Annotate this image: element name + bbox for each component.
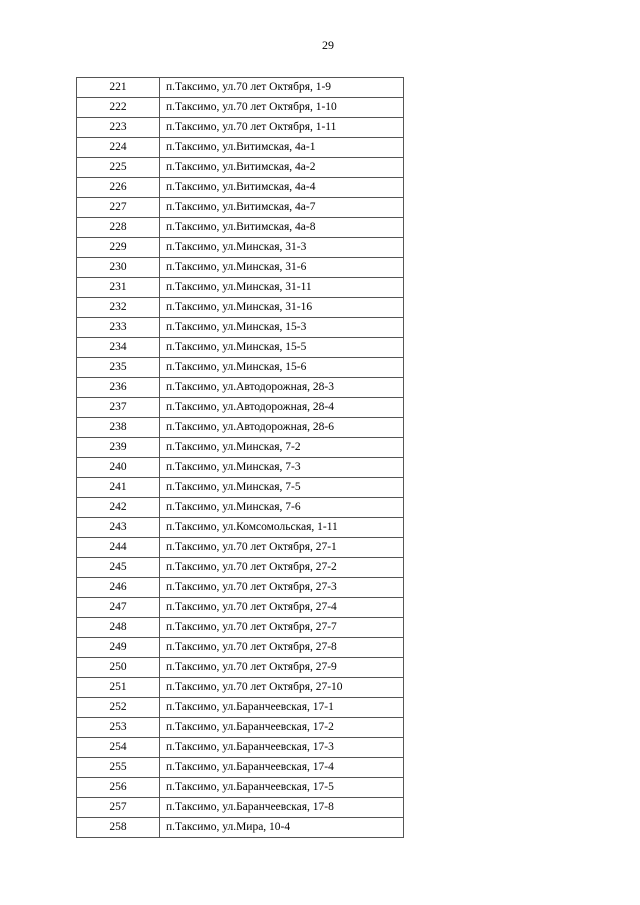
address-cell: п.Таксимо, ул.Витимская, 4а-2	[160, 158, 404, 178]
address-cell: п.Таксимо, ул.Минская, 31-16	[160, 298, 404, 318]
row-number-cell: 250	[77, 658, 160, 678]
address-cell: п.Таксимо, ул.70 лет Октября, 1-9	[160, 78, 404, 98]
table-row	[77, 778, 404, 798]
address-cell: п.Таксимо, ул.Витимская, 4а-8	[160, 218, 404, 238]
address-cell: п.Таксимо, ул.Минская, 15-5	[160, 338, 404, 358]
row-number-cell: 236	[77, 378, 160, 398]
row-number-cell: 251	[77, 678, 160, 698]
address-cell: п.Таксимо, ул.70 лет Октября, 1-11	[160, 118, 404, 138]
table-row	[77, 358, 404, 378]
table-row	[77, 758, 404, 778]
table-row	[77, 478, 404, 498]
page-number: 29	[322, 38, 334, 52]
table-row	[77, 178, 404, 198]
row-number-cell: 237	[77, 398, 160, 418]
address-cell: п.Таксимо, ул.Витимская, 4а-7	[160, 198, 404, 218]
row-number-cell: 246	[77, 578, 160, 598]
table-row	[77, 98, 404, 118]
address-cell: п.Таксимо, ул.Минская, 7-6	[160, 498, 404, 518]
address-cell: п.Таксимо, ул.Баранчеевская, 17-3	[160, 738, 404, 758]
table-row	[77, 578, 404, 598]
row-number-cell: 253	[77, 718, 160, 738]
address-cell: п.Таксимо, ул.70 лет Октября, 27-1	[160, 538, 404, 558]
table-row	[77, 458, 404, 478]
row-number-cell: 223	[77, 118, 160, 138]
table-row	[77, 258, 404, 278]
table-row	[77, 118, 404, 138]
row-number-cell: 225	[77, 158, 160, 178]
address-cell: п.Таксимо, ул.Баранчеевская, 17-5	[160, 778, 404, 798]
row-number-cell: 256	[77, 778, 160, 798]
row-number-cell: 243	[77, 518, 160, 538]
table-row	[77, 538, 404, 558]
address-cell: п.Таксимо, ул.70 лет Октября, 27-3	[160, 578, 404, 598]
row-number-cell: 234	[77, 338, 160, 358]
row-number-cell: 224	[77, 138, 160, 158]
row-number-cell: 240	[77, 458, 160, 478]
row-number-cell: 226	[77, 178, 160, 198]
table-row	[77, 298, 404, 318]
table-row	[77, 678, 404, 698]
table-row	[77, 738, 404, 758]
row-number-cell: 239	[77, 438, 160, 458]
address-cell: п.Таксимо, ул.Автодорожная, 28-4	[160, 398, 404, 418]
address-cell: п.Таксимо, ул.Минская, 7-3	[160, 458, 404, 478]
address-cell: п.Таксимо, ул.Баранчеевская, 17-8	[160, 798, 404, 818]
row-number-cell: 257	[77, 798, 160, 818]
address-cell: п.Таксимо, ул.70 лет Октября, 27-8	[160, 638, 404, 658]
table-row	[77, 418, 404, 438]
row-number-cell: 248	[77, 618, 160, 638]
row-number-cell: 231	[77, 278, 160, 298]
row-number-cell: 241	[77, 478, 160, 498]
address-cell: п.Таксимо, ул.Мира, 10-4	[160, 818, 404, 838]
row-number-cell: 229	[77, 238, 160, 258]
table-row	[77, 438, 404, 458]
table-row	[77, 498, 404, 518]
row-number-cell: 228	[77, 218, 160, 238]
table-row	[77, 638, 404, 658]
address-table	[76, 77, 404, 838]
table-row	[77, 718, 404, 738]
table-row	[77, 158, 404, 178]
table-row	[77, 218, 404, 238]
row-number-cell: 252	[77, 698, 160, 718]
table-row	[77, 198, 404, 218]
address-cell: п.Таксимо, ул.Автодорожная, 28-6	[160, 418, 404, 438]
table-row	[77, 318, 404, 338]
row-number-cell: 233	[77, 318, 160, 338]
table-row	[77, 698, 404, 718]
address-cell: п.Таксимо, ул.Минская, 15-3	[160, 318, 404, 338]
table-row	[77, 378, 404, 398]
row-number-cell: 247	[77, 598, 160, 618]
table-row	[77, 558, 404, 578]
address-table-body	[77, 78, 404, 838]
address-cell: п.Таксимо, ул.Минская, 15-6	[160, 358, 404, 378]
row-number-cell: 227	[77, 198, 160, 218]
address-cell: п.Таксимо, ул.Минская, 31-3	[160, 238, 404, 258]
table-row	[77, 238, 404, 258]
table-row	[77, 338, 404, 358]
table-row	[77, 278, 404, 298]
address-cell: п.Таксимо, ул.Минская, 7-5	[160, 478, 404, 498]
address-cell: п.Таксимо, ул.Баранчеевская, 17-2	[160, 718, 404, 738]
row-number-cell: 249	[77, 638, 160, 658]
row-number-cell: 245	[77, 558, 160, 578]
address-cell: п.Таксимо, ул.Витимская, 4а-4	[160, 178, 404, 198]
address-cell: п.Таксимо, ул.Минская, 31-6	[160, 258, 404, 278]
address-cell: п.Таксимо, ул.70 лет Октября, 27-9	[160, 658, 404, 678]
address-cell: п.Таксимо, ул.70 лет Октября, 1-10	[160, 98, 404, 118]
address-cell: п.Таксимо, ул.70 лет Октября, 27-7	[160, 618, 404, 638]
row-number-cell: 235	[77, 358, 160, 378]
table-row	[77, 818, 404, 838]
row-number-cell: 254	[77, 738, 160, 758]
address-cell: п.Таксимо, ул.Баранчеевская, 17-1	[160, 698, 404, 718]
row-number-cell: 238	[77, 418, 160, 438]
row-number-cell: 242	[77, 498, 160, 518]
address-cell: п.Таксимо, ул.Витимская, 4а-1	[160, 138, 404, 158]
table-row	[77, 78, 404, 98]
address-cell: п.Таксимо, ул.Баранчеевская, 17-4	[160, 758, 404, 778]
table-row	[77, 658, 404, 678]
table-row	[77, 618, 404, 638]
row-number-cell: 232	[77, 298, 160, 318]
table-row	[77, 138, 404, 158]
address-cell: п.Таксимо, ул.Автодорожная, 28-3	[160, 378, 404, 398]
row-number-cell: 221	[77, 78, 160, 98]
table-row	[77, 798, 404, 818]
table-row	[77, 398, 404, 418]
table-row	[77, 598, 404, 618]
address-cell: п.Таксимо, ул.70 лет Октября, 27-10	[160, 678, 404, 698]
address-cell: п.Таксимо, ул.70 лет Октября, 27-2	[160, 558, 404, 578]
address-cell: п.Таксимо, ул.Минская, 7-2	[160, 438, 404, 458]
table-row	[77, 518, 404, 538]
row-number-cell: 255	[77, 758, 160, 778]
row-number-cell: 230	[77, 258, 160, 278]
row-number-cell: 258	[77, 818, 160, 838]
row-number-cell: 222	[77, 98, 160, 118]
address-cell: п.Таксимо, ул.Минская, 31-11	[160, 278, 404, 298]
address-cell: п.Таксимо, ул.70 лет Октября, 27-4	[160, 598, 404, 618]
address-cell: п.Таксимо, ул.Комсомольская, 1-11	[160, 518, 404, 538]
row-number-cell: 244	[77, 538, 160, 558]
